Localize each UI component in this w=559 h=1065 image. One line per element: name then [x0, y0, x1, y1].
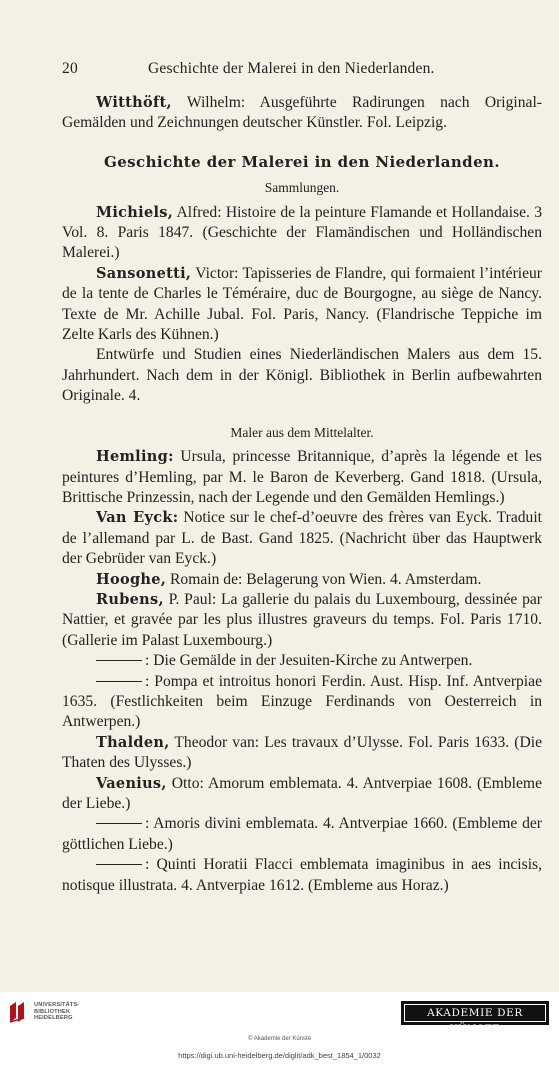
entry-rubens: [62, 590, 542, 651]
entry-name: Witthöft,: [96, 94, 172, 111]
entry-text: Ursula, princesse Britannique, d’après la légende et les peintures d’Hemling, par M. le Baron de Keverberg. Gand 1818. (Ursula, Brittische Prinzessin, nach der Legende und den Gemälden Hemlings.): [62, 448, 542, 506]
entry-text: : Pompa et introitus honori Ferdin. Aust. Hisp. Inf. Antverpiae 1635. (Festlichkeiten beim Einzuge Ferdinands von Oesterreich in Antwerpen.): [62, 672, 542, 731]
university-library-logo-text[interactable]: [34, 1002, 80, 1022]
viewer-footer: [0, 992, 559, 1065]
entry-text: Theodor van: Les travaux d’Ulysse. Fol. Paris 1633. (Die Thaten des Ulysses.): [62, 733, 542, 772]
entry-text: : Quinti Horatii Flacci emblemata imaginibus in aes incisis, notisque illustrata. 4. Antverpiae 1612. (Embleme aus Horaz.): [62, 856, 542, 894]
entry-name: Sansonetti,: [96, 264, 192, 282]
entry-text: Victor: Tapisseries de Flandre, qui formaient l’intérieur de la tente de Charles le Téméraire, duc de Bourgogne, au siège de Nancy. Texte de Mr. Achille Jubal. Fol. Paris, Nancy. (Flandrische Teppiche im Zelte Karls des Kühnen.): [62, 264, 542, 344]
subsection-sammlungen: Sammlungen.: [264, 180, 340, 196]
permalink-url[interactable]: https://digi.ub.uni-heidelberg.de/diglit/adk_best_1854_1/0032: [178, 1051, 381, 1060]
entry-text: Otto: Amorum emblemata. 4. Antverpiae 1608. (Embleme der Liebe.): [62, 774, 542, 812]
entry-vaenius-3: [62, 855, 542, 896]
entry-name: Vaenius,: [96, 774, 167, 792]
running-title: Geschichte der Malerei in den Niederlanden.: [148, 60, 435, 77]
entry-text: Wilhelm: Ausgeführte Radirungen nach Original-Gemälden und Zeichnungen deutscher Künstler. Fol. Leipzig.: [62, 94, 542, 132]
logo-line: BIBLIOTHEK: [34, 1008, 71, 1015]
page-body: [62, 93, 542, 896]
university-library-logo-icon[interactable]: [8, 1000, 30, 1024]
entry-name: Michiels,: [96, 203, 174, 221]
entry-text: P. Paul: La gallerie du palais du Luxembourg, dessinée par Nattier, et gravée par les plus illustres graveurs du temps. Fol. Paris 1710. (Gallerie im Palast Luxembourg.): [62, 590, 542, 649]
entry-hemling: [62, 447, 542, 508]
ditto-dash: [96, 864, 142, 865]
entry-text: Romain de: Belagerung von Wien. 4. Amsterdam.: [166, 570, 482, 588]
entry-hooghe: [62, 570, 542, 590]
entry-entwuerfe: Entwürfe und Studien eines Niederländischen Malers aus dem 15. Jahrhundert. Nach dem in der Königl. Bibliothek in Berlin aufbewahrten Originale. 4.: [62, 346, 542, 405]
entry-text: Notice sur le chef-d’oeuvre des frères van Eyck. Traduit de l’allemand par L. de Bast. Gand 1825. (Nachricht über das Hauptwerk der Gebrüder van Eyck.): [62, 509, 542, 568]
ditto-dash: [96, 681, 142, 682]
copyright-notice: © Akademie der Künste: [247, 1036, 312, 1042]
entry-van-eyck: [62, 508, 542, 569]
entry-vaenius: [62, 774, 542, 815]
entry-text: : Die Gemälde in der Jesuiten-Kirche zu Antwerpen.: [145, 652, 473, 670]
entry-text: Alfred: Histoire de la peinture Flamande et Hollandaise. 3 Vol. 8. Paris 1847. (Geschichte der Flamändischen und Holländischen Malerei.): [62, 203, 542, 262]
section-title: Geschichte der Malerei in den Niederlanden.: [104, 152, 500, 171]
entry-witthoeft: [62, 93, 542, 134]
entry-name: Hooghe,: [96, 570, 167, 588]
entry-vaenius-2: [62, 814, 542, 855]
entry-rubens-2: [62, 651, 542, 671]
logo-line: UNIVERSITÄTS-: [34, 1002, 80, 1008]
academy-logo-text: AKADEMIE DER KÜNSTE: [404, 1004, 546, 1022]
entry-name: Van Eyck:: [96, 509, 179, 527]
page-number: 20: [62, 60, 78, 77]
ditto-dash: [96, 823, 142, 824]
entry-michiels: [62, 203, 542, 264]
entry-name: Thalden,: [96, 733, 170, 751]
entry-thalden: [62, 733, 542, 774]
entry-name: Hemling:: [96, 448, 174, 466]
ditto-dash: [96, 660, 142, 661]
academy-logo[interactable]: [401, 1001, 549, 1035]
logo-line: HEIDELBERG: [34, 1015, 73, 1022]
entry-sansonetti: [62, 264, 542, 346]
subsection-mittelalter: Maler aus dem Mittelalter.: [230, 424, 374, 440]
entry-rubens-3: [62, 672, 542, 733]
entry-text: : Amoris divini emblemata. 4. Antverpiae 1660. (Embleme der göttlichen Liebe.): [62, 815, 542, 853]
entry-name: Rubens,: [96, 590, 164, 608]
